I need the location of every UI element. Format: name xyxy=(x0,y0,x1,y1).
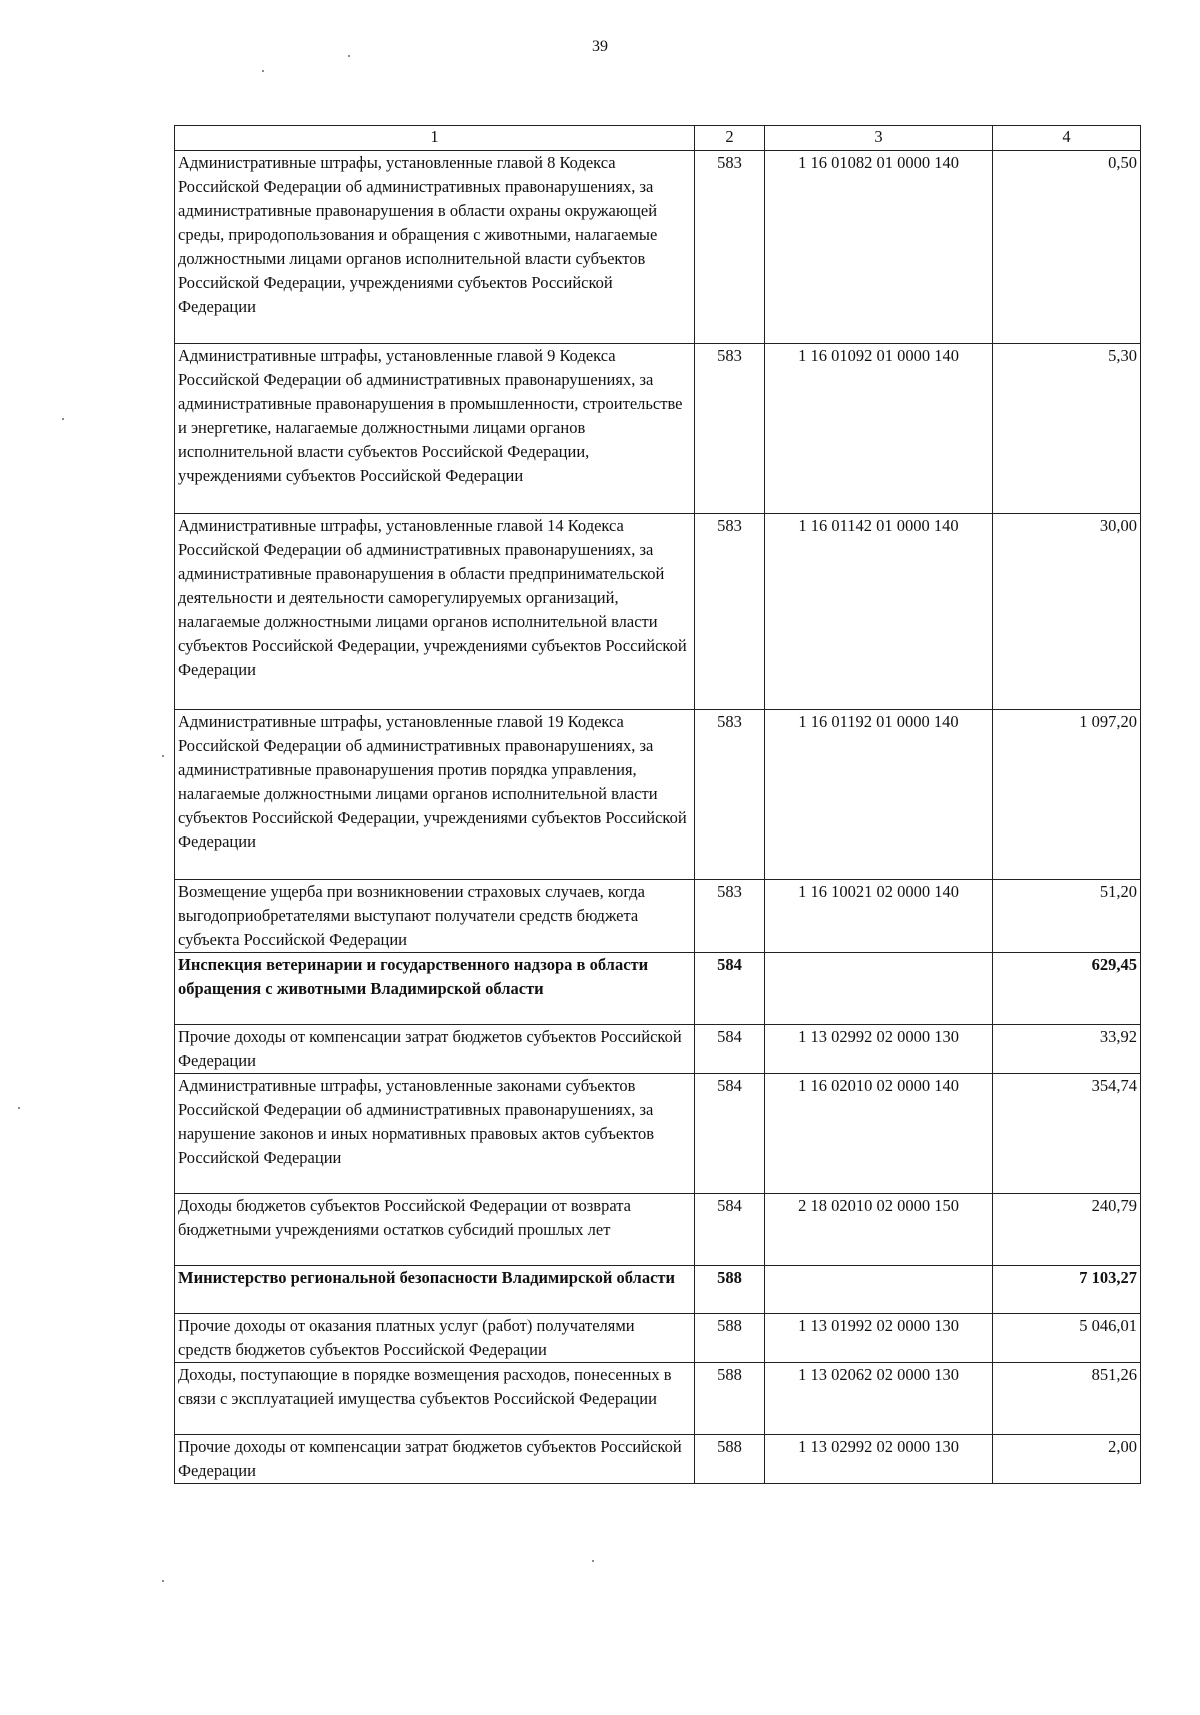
row-classification-code: 1 16 01092 01 0000 140 xyxy=(765,344,993,514)
scan-speck xyxy=(162,755,164,757)
revenue-table xyxy=(174,125,1141,1484)
scan-speck xyxy=(592,1560,594,1562)
row-name: Административные штрафы, установленные законами субъектов Российской Федерации об административных правонарушениях, за нарушение законов и иных нормативных правовых актов субъектов Российской Федерации xyxy=(175,1074,695,1194)
row-classification-code: 1 13 02992 02 0000 130 xyxy=(765,1025,993,1074)
row-admin-code: 584 xyxy=(695,1025,765,1074)
row-admin-code: 583 xyxy=(695,151,765,344)
table-row xyxy=(175,1363,1141,1435)
row-name: Административные штрафы, установленные главой 19 Кодекса Российской Федерации об административных правонарушениях, за административные правонарушения против порядка управления, налагаемые должностными лицами органов исполнительной власти субъектов Российской Федерации, учреждениями субъектов Российской Федерации xyxy=(175,710,695,880)
row-name: Министерство региональной безопасности Владимирской области xyxy=(175,1266,695,1314)
row-name: Доходы, поступающие в порядке возмещения расходов, понесенных в связи с эксплуатацией имущества субъектов Российской Федерации xyxy=(175,1363,695,1435)
row-admin-code: 588 xyxy=(695,1266,765,1314)
row-admin-code: 584 xyxy=(695,953,765,1025)
row-amount: 51,20 xyxy=(993,880,1141,953)
row-name: Инспекция ветеринарии и государственного надзора в области обращения с животными Владимирской области xyxy=(175,953,695,1025)
table-row xyxy=(175,710,1141,880)
table-body xyxy=(175,151,1141,1484)
row-classification-code: 1 16 02010 02 0000 140 xyxy=(765,1074,993,1194)
table-row xyxy=(175,880,1141,953)
table-row xyxy=(175,953,1141,1025)
row-name: Прочие доходы от компенсации затрат бюджетов субъектов Российской Федерации xyxy=(175,1435,695,1484)
row-name: Прочие доходы от компенсации затрат бюджетов субъектов Российской Федерации xyxy=(175,1025,695,1074)
row-classification-code xyxy=(765,1266,993,1314)
row-classification-code: 1 13 02992 02 0000 130 xyxy=(765,1435,993,1484)
scan-speck xyxy=(62,418,64,420)
row-amount: 1 097,20 xyxy=(993,710,1141,880)
header-col-2: 2 xyxy=(695,126,765,151)
row-amount: 5,30 xyxy=(993,344,1141,514)
row-amount: 33,92 xyxy=(993,1025,1141,1074)
table-row xyxy=(175,1435,1141,1484)
row-admin-code: 583 xyxy=(695,880,765,953)
row-admin-code: 584 xyxy=(695,1194,765,1266)
header-col-3: 3 xyxy=(765,126,993,151)
header-col-4: 4 xyxy=(993,126,1141,151)
row-admin-code: 583 xyxy=(695,344,765,514)
scan-speck xyxy=(348,55,350,57)
row-classification-code: 1 13 02062 02 0000 130 xyxy=(765,1363,993,1435)
page-number: 39 xyxy=(592,38,608,55)
row-name: Административные штрафы, установленные главой 14 Кодекса Российской Федерации об административных правонарушениях, за административные правонарушения в области предпринимательской деятельности и деятельности саморегулируемых организаций, налагаемые должностными лицами органов исполнительной власти субъектов Российской Федерации, учреждениями субъектов Российской Федерации xyxy=(175,514,695,710)
row-admin-code: 583 xyxy=(695,514,765,710)
row-classification-code: 1 16 01142 01 0000 140 xyxy=(765,514,993,710)
row-classification-code: 2 18 02010 02 0000 150 xyxy=(765,1194,993,1266)
table-row xyxy=(175,514,1141,710)
table-row xyxy=(175,1266,1141,1314)
row-amount: 851,26 xyxy=(993,1363,1141,1435)
row-admin-code: 583 xyxy=(695,710,765,880)
row-name: Административные штрафы, установленные главой 8 Кодекса Российской Федерации об административных правонарушениях, за административные правонарушения в области охраны окружающей среды, природопользования и обращения с животными, налагаемые должностными лицами органов исполнительной власти субъектов Российской Федерации, учреждениями субъектов Российской Федерации xyxy=(175,151,695,344)
row-name: Прочие доходы от оказания платных услуг (работ) получателями средств бюджетов субъектов Российской Федерации xyxy=(175,1314,695,1363)
row-amount: 354,74 xyxy=(993,1074,1141,1194)
header-row xyxy=(175,126,1141,151)
header-col-1: 1 xyxy=(175,126,695,151)
row-admin-code: 584 xyxy=(695,1074,765,1194)
row-amount: 5 046,01 xyxy=(993,1314,1141,1363)
row-admin-code: 588 xyxy=(695,1314,765,1363)
row-amount: 629,45 xyxy=(993,953,1141,1025)
row-amount: 0,50 xyxy=(993,151,1141,344)
scan-speck xyxy=(18,1107,20,1109)
row-amount: 7 103,27 xyxy=(993,1266,1141,1314)
row-amount: 30,00 xyxy=(993,514,1141,710)
row-classification-code: 1 16 10021 02 0000 140 xyxy=(765,880,993,953)
row-admin-code: 588 xyxy=(695,1435,765,1484)
row-classification-code: 1 16 01082 01 0000 140 xyxy=(765,151,993,344)
table-row xyxy=(175,1194,1141,1266)
row-amount: 2,00 xyxy=(993,1435,1141,1484)
row-name: Доходы бюджетов субъектов Российской Федерации от возврата бюджетными учреждениями остатков субсидий прошлых лет xyxy=(175,1194,695,1266)
row-name: Возмещение ущерба при возникновении страховых случаев, когда выгодоприобретателями выступают получатели средств бюджета субъекта Российской Федерации xyxy=(175,880,695,953)
scan-speck xyxy=(262,70,264,72)
table-row xyxy=(175,1074,1141,1194)
table-row xyxy=(175,151,1141,344)
scan-speck xyxy=(162,1580,164,1582)
row-amount: 240,79 xyxy=(993,1194,1141,1266)
table-row xyxy=(175,344,1141,514)
table-row xyxy=(175,1025,1141,1074)
table-row xyxy=(175,1314,1141,1363)
row-classification-code: 1 16 01192 01 0000 140 xyxy=(765,710,993,880)
row-name: Административные штрафы, установленные главой 9 Кодекса Российской Федерации об административных правонарушениях, за административные правонарушения в промышленности, строительстве и энергетике, налагаемые должностными лицами органов исполнительной власти субъектов Российской Федерации, учреждениями субъектов Российской Федерации xyxy=(175,344,695,514)
row-admin-code: 588 xyxy=(695,1363,765,1435)
row-classification-code: 1 13 01992 02 0000 130 xyxy=(765,1314,993,1363)
row-classification-code xyxy=(765,953,993,1025)
